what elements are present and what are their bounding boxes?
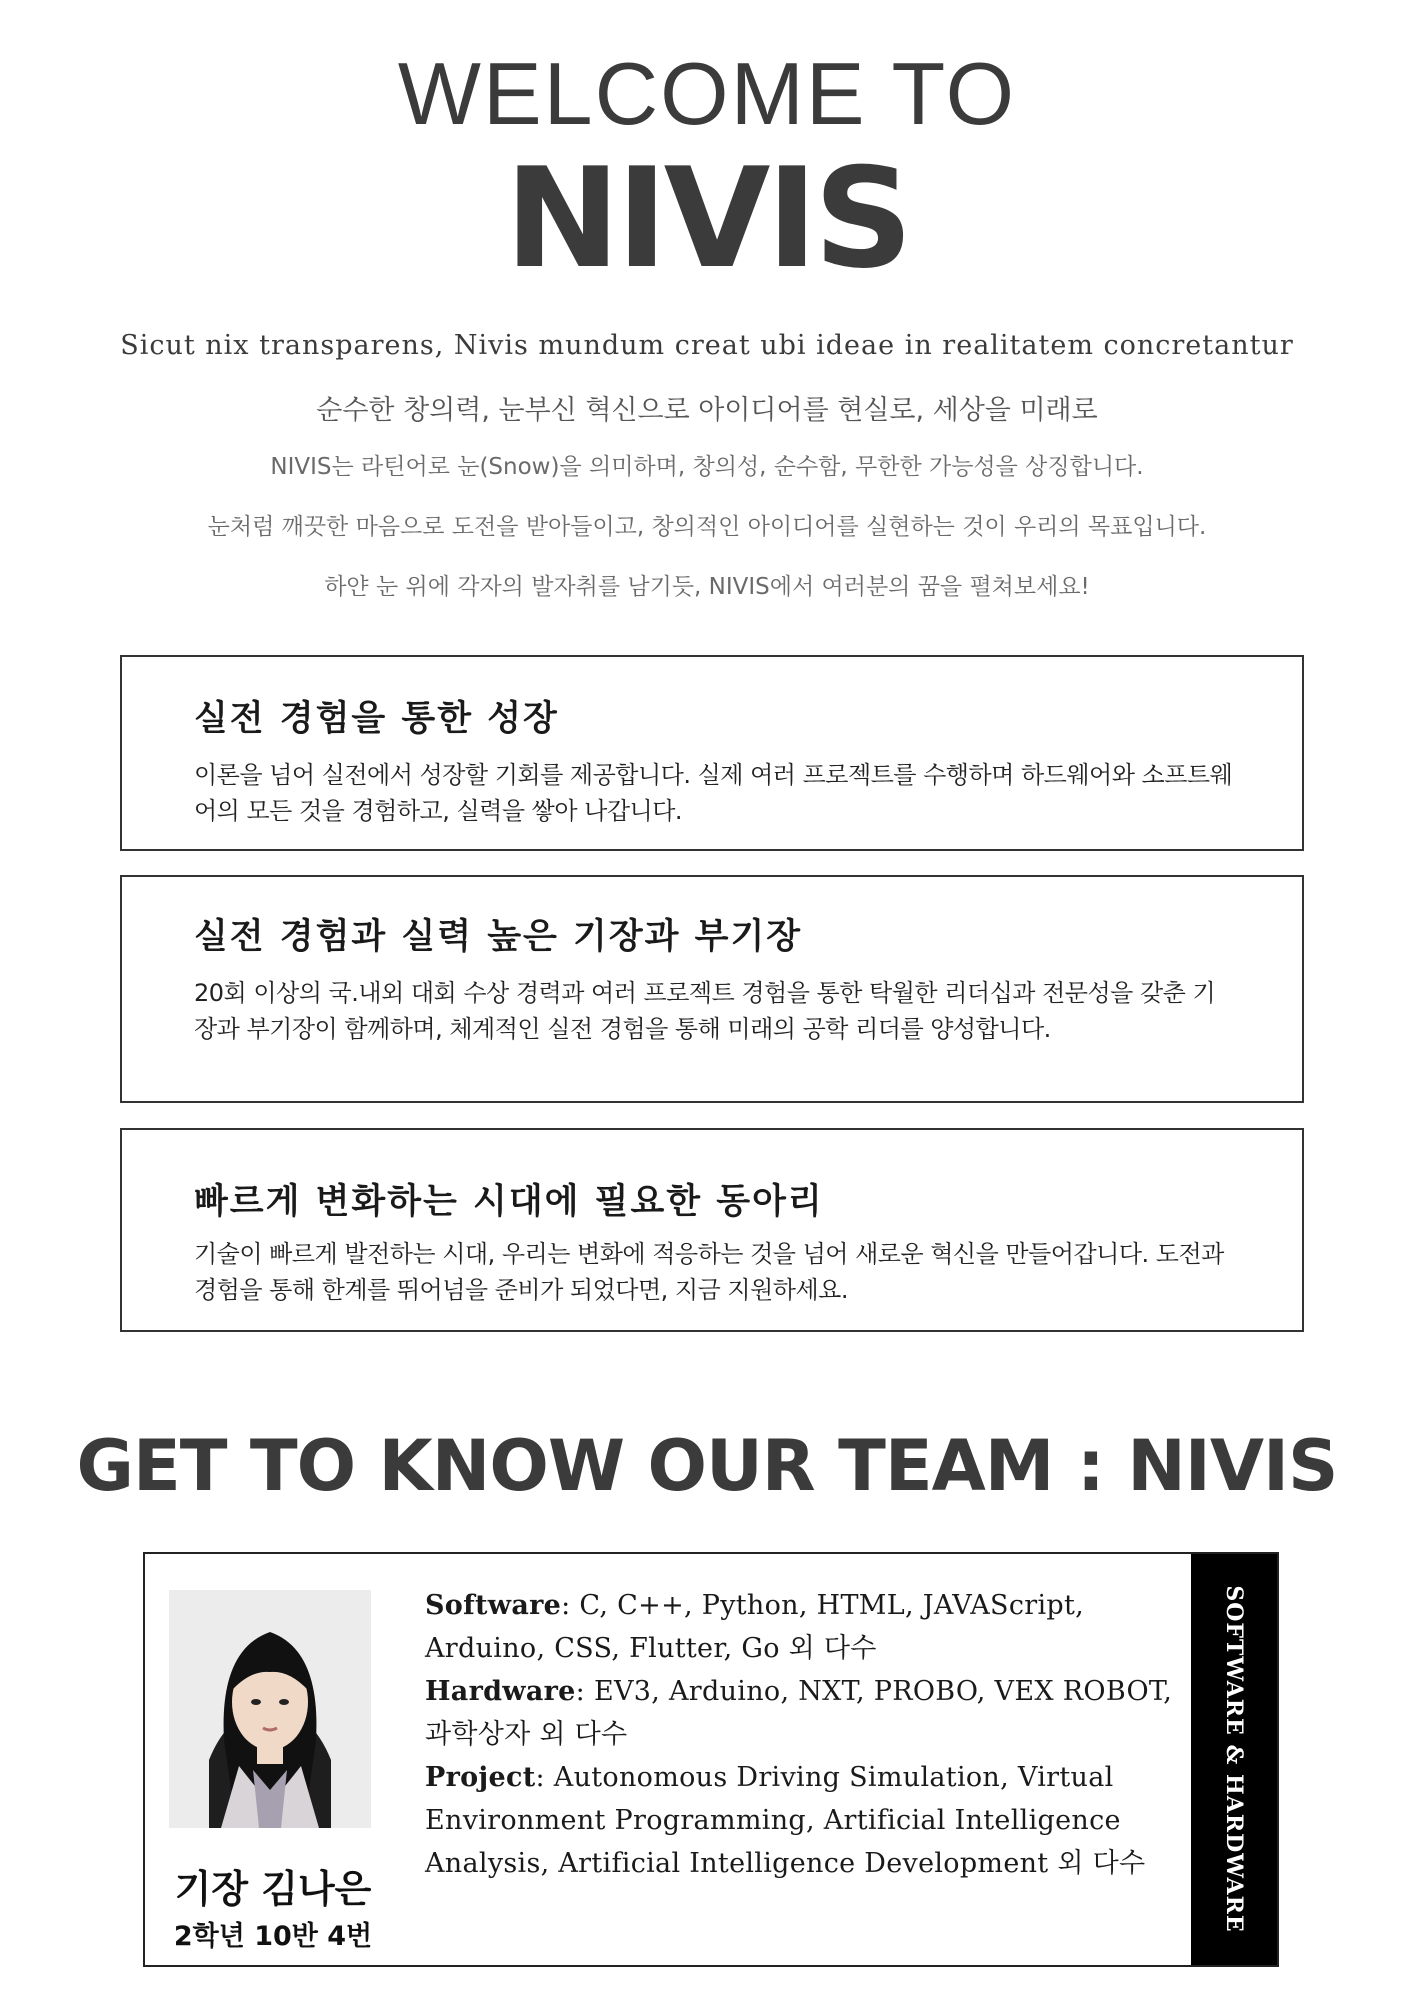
project-list: Autonomous Driving Simulation, Virtual Environment Programming, Artificial Intelligence Analysis, Artificial Intelligence Development 외 다수: [425, 1762, 1146, 1879]
portrait-image: [169, 1590, 371, 1828]
software-label: Software: [425, 1590, 562, 1621]
intro-line-3: 하얀 눈 위에 각자의 발자취를 남기듯, NIVIS에서 여러분의 꿈을 펼쳐보세요!: [324, 574, 1090, 600]
member-skills: Software: C, C++, Python, HTML, JAVAScript, Arduino, CSS, Flutter, Go 외 다수 Hardware: EV3, Arduino, NXT, PROBO, VEX ROBOT, 과학상자 외 다수 Project: Autonomous Driving Simulation, Virtual Environment Programming, Artificial Intelligence Analysis, Artificial Intelligence Development 외 다수: [425, 1590, 1173, 1879]
latin-motto: Sicut nix transparens, Nivis mundum creat ubi ideae in realitatem concretantur: [120, 330, 1294, 361]
intro-line-1: NIVIS는 라틴어로 눈(Snow)을 의미하며, 창의성, 순수함, 무한한 가능성을 상징합니다.: [270, 454, 1144, 480]
brand-title: NIVIS: [504, 138, 910, 299]
project-label: Project: [425, 1762, 536, 1793]
card-body: 기술이 빠르게 발전하는 시대, 우리는 변화에 적응하는 것을 넘어 새로운 혁신을 만들어갑니다. 도전과 경험을 통해 한계를 뛰어넘을 준비가 되었다면, 지금 지원하세요.: [194, 1240, 1224, 1304]
feature-card-era: [120, 1128, 1304, 1332]
member-card: [143, 1552, 1279, 1967]
side-bar: [1191, 1554, 1277, 1965]
welcome-heading: WELCOME TO: [397, 44, 1017, 143]
intro-line-2: 눈처럼 깨끗한 마음으로 도전을 받아들이고, 창의적인 아이디어를 실현하는 것이 우리의 목표입니다.: [207, 514, 1207, 540]
member-class: 2학년 10반 4번: [173, 1921, 373, 1952]
hardware-label: Hardware: [425, 1676, 576, 1707]
software-list: C, C++, Python, HTML, JAVAScript, Arduino, CSS, Flutter, Go 외 다수: [425, 1590, 1085, 1664]
tagline: 순수한 창의력, 눈부신 혁신으로 아이디어를 현실로, 세상을 미래로: [316, 395, 1098, 426]
card-title: 실전 경험을 통한 성장: [194, 699, 559, 739]
side-label: SOFTWARE & HARDWARE: [1221, 1585, 1247, 1933]
member-name: 기장 김나은: [174, 1867, 372, 1911]
team-heading: GET TO KNOW OUR TEAM : NIVIS: [76, 1425, 1338, 1507]
feature-card-leaders: [120, 875, 1304, 1103]
feature-card-growth: [120, 655, 1304, 851]
hardware-list: EV3, Arduino, NXT, PROBO, VEX ROBOT, 과학상자 외 다수: [425, 1676, 1173, 1750]
card-body: 이론을 넘어 실전에서 성장할 기회를 제공합니다. 실제 여러 프로젝트를 수행하며 하드웨어와 소프트웨어의 모든 것을 경험하고, 실력을 쌓아 나갑니다.: [194, 761, 1233, 825]
card-title: 빠르게 변화하는 시대에 필요한 동아리: [194, 1182, 824, 1222]
member-photo: [169, 1590, 371, 1828]
card-body: 20회 이상의 국.내외 대회 수상 경력과 여러 프로젝트 경험을 통한 탁월한 리더십과 전문성을 갖춘 기장과 부기장이 함께하며, 체계적인 실전 경험을 통해 미래의 공학 리더를 양성합니다.: [194, 979, 1216, 1043]
card-title: 실전 경험과 실력 높은 기장과 부기장: [194, 917, 803, 957]
